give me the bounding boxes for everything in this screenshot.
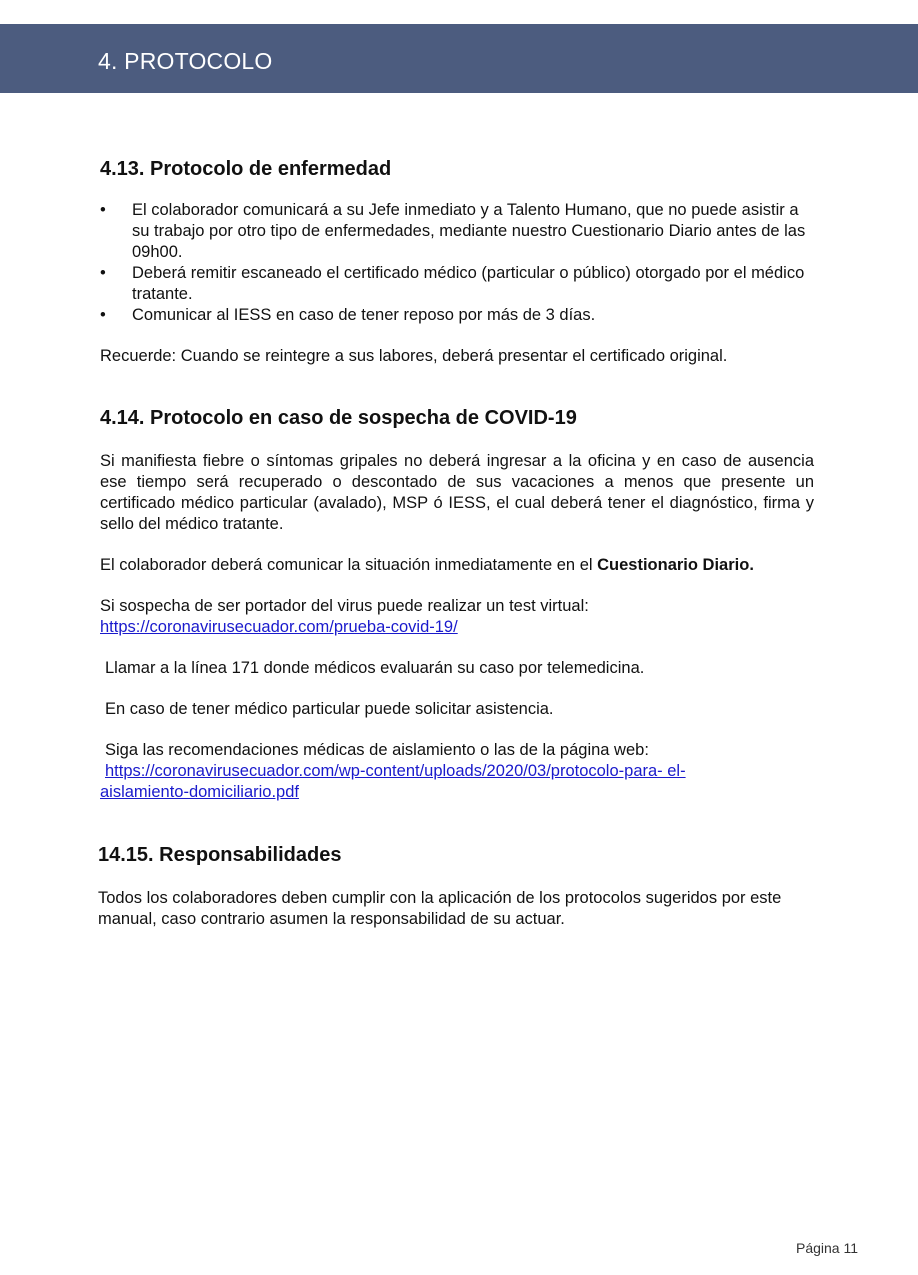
responsibilities-paragraph: Todos los colaboradores deben cumplir con la aplicación de los protocolos sugeridos por este manual, caso contrario asumen la responsabilidad de su actuar. <box>98 889 782 928</box>
virtual-test-paragraph: Si sospecha de ser portador del virus puede realizar un test virtual: <box>100 597 589 615</box>
symptoms-paragraph: Si manifiesta fiebre o síntomas gripales no deberá ingresar a la oficina y en caso de ausencia ese tiempo será recuperado o descontado de sus vacaciones a menos que presente un certificado médico particular (avalado), MSP ó IESS, el cual deberá tener el diagnóstico, firma y sello del médico tratante. <box>100 452 814 533</box>
bullet-icon: • <box>100 264 106 282</box>
isolation-link-line-2 <box>100 782 814 803</box>
bullet-text: Comunicar al IESS en caso de tener reposo por más de 3 días. <box>132 306 596 324</box>
isolation-paragraph: Siga las recomendaciones médicas de aislamiento o las de la página web: <box>105 741 649 759</box>
section-4-14-heading: 4.14. Protocolo en caso de sospecha de COVID-19 <box>100 407 577 429</box>
questionnaire-bold-text: Cuestionario Diario. <box>597 556 754 574</box>
section-4-13-heading: 4.13. Protocolo de enfermedad <box>100 158 392 180</box>
isolation-link-continued[interactable]: aislamiento-domiciliario.pdf <box>100 783 299 801</box>
reminder-paragraph: Recuerde: Cuando se reintegre a sus labores, deberá presentar el certificado original. <box>100 347 728 365</box>
document-body <box>100 156 814 930</box>
hotline-paragraph: Llamar a la línea 171 donde médicos evaluarán su caso por telemedicina. <box>105 659 645 677</box>
bullet-icon: • <box>100 306 106 324</box>
virtual-test-link[interactable]: https://coronavirusecuador.com/prueba-covid-19/ <box>100 618 458 636</box>
virtual-test-link-line <box>100 617 814 638</box>
page-section-title: 4. PROTOCOLO <box>98 48 273 74</box>
section-14-15-heading: 14.15. Responsabilidades <box>98 844 342 866</box>
bullet-text: Deberá remitir escaneado el certificado médico (particular o público) otorgado por el médico tratante. <box>132 264 805 303</box>
isolation-link[interactable]: https://coronavirusecuador.com/wp-content/uploads/2020/03/protocolo-para- el- <box>105 762 686 780</box>
private-doctor-paragraph: En caso de tener médico particular puede solicitar asistencia. <box>105 700 554 718</box>
questionnaire-paragraph <box>100 555 814 576</box>
bullet-item <box>100 200 814 263</box>
bullet-item <box>100 263 814 305</box>
bullet-icon: • <box>100 201 106 219</box>
bullet-item <box>100 305 814 326</box>
questionnaire-text: El colaborador deberá comunicar la situación inmediatamente en el <box>100 556 598 574</box>
bullet-text: El colaborador comunicará a su Jefe inmediato y a Talento Humano, que no puede asistir a su trabajo por otro tipo de enfermedades, mediante nuestro Cuestionario Diario antes de las 09h00. <box>132 201 806 261</box>
page-number: Página 11 <box>795 1240 858 1256</box>
section-4-13-bullet-list <box>100 200 814 326</box>
isolation-link-line-1 <box>100 761 814 782</box>
